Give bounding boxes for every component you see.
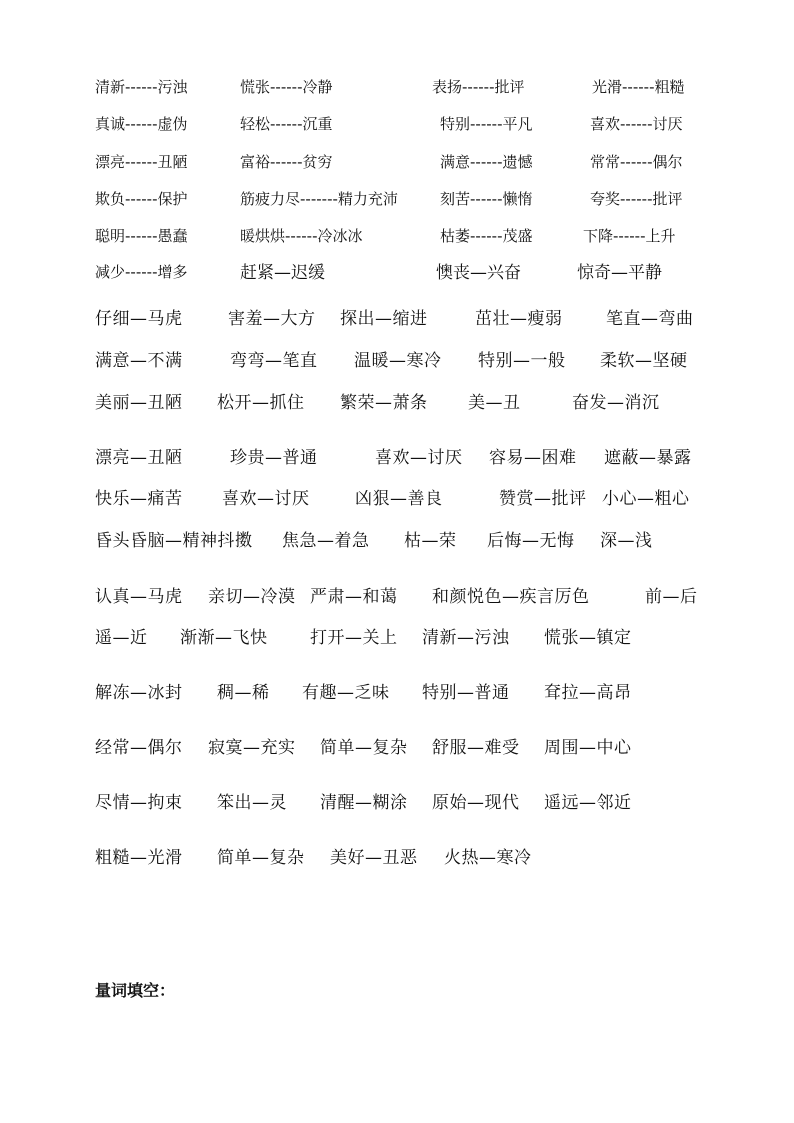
antonym-pair: 柔软—坚硬 — [600, 351, 688, 371]
antonym-pair: 焦急—着急 — [282, 531, 370, 551]
antonym-pair: 富裕------贫穷 — [240, 153, 333, 171]
antonym-pair: 简单—复杂 — [217, 848, 305, 868]
antonym-pair: 轻松------沉重 — [240, 115, 333, 133]
antonym-pair: 昏头昏脑—精神抖擞 — [95, 531, 253, 551]
antonym-pair: 稠—稀 — [217, 683, 270, 703]
antonym-row — [0, 311, 794, 341]
antonym-pair: 美丽—丑陋 — [95, 393, 183, 413]
antonym-row — [0, 589, 794, 619]
antonym-row — [0, 229, 794, 259]
antonym-pair: 弯弯—笔直 — [230, 351, 318, 371]
antonym-pair: 光滑------粗糙 — [592, 78, 685, 96]
antonym-pair: 严肃—和蔼 — [310, 587, 398, 607]
antonym-pair: 茁壮—瘦弱 — [475, 309, 563, 329]
antonym-pair: 懊丧—兴奋 — [436, 263, 521, 283]
antonym-pair: 探出—缩进 — [340, 309, 428, 329]
antonym-pair: 欺负------保护 — [95, 190, 188, 208]
antonym-pair: 亲切—冷漠 — [208, 587, 296, 607]
antonym-pair: 珍贵—普通 — [230, 448, 318, 468]
antonym-pair: 减少------增多 — [95, 263, 188, 281]
antonym-pair: 寂寞—充实 — [208, 738, 296, 758]
antonym-pair: 惊奇—平静 — [577, 263, 662, 283]
antonym-pair: 打开—关上 — [310, 628, 398, 648]
antonym-row — [0, 491, 794, 521]
antonym-pair: 害羞—大方 — [228, 309, 316, 329]
antonym-pair: 枯—荣 — [404, 531, 457, 551]
antonym-pair: 暖烘烘------冷冰冰 — [240, 227, 363, 245]
antonym-pair: 笔直—弯曲 — [606, 309, 694, 329]
antonym-pair: 松开—抓住 — [217, 393, 305, 413]
antonym-pair: 特别—一般 — [478, 351, 566, 371]
antonym-row — [0, 117, 794, 147]
antonym-pair: 遮蔽—暴露 — [604, 448, 692, 468]
antonym-pair: 原始—现代 — [432, 793, 520, 813]
section-heading: 量词填空： — [95, 981, 176, 1000]
antonym-pair: 渐渐—飞快 — [180, 628, 268, 648]
antonym-pair: 满意------遗憾 — [440, 153, 533, 171]
antonym-pair: 筋疲力尽-------精力充沛 — [240, 190, 398, 208]
antonym-row — [0, 155, 794, 185]
antonym-pair: 漂亮------丑陋 — [95, 153, 188, 171]
antonym-pair: 夸奖------批评 — [590, 190, 683, 208]
antonym-pair: 下降------上升 — [583, 227, 676, 245]
antonym-row — [0, 353, 794, 383]
antonym-pair: 笨出—灵 — [217, 793, 287, 813]
antonym-row — [0, 850, 794, 880]
antonym-pair: 尽情—拘束 — [95, 793, 183, 813]
antonym-pair: 容易—困难 — [489, 448, 577, 468]
antonym-row — [0, 80, 794, 110]
antonym-row — [0, 192, 794, 222]
antonym-row — [0, 795, 794, 825]
antonym-pair: 深—浅 — [600, 531, 653, 551]
antonym-pair: 奋发—消沉 — [572, 393, 660, 413]
antonym-pair: 仔细—马虎 — [95, 309, 183, 329]
antonym-pair: 表扬------批评 — [432, 78, 525, 96]
antonym-pair: 解冻—冰封 — [95, 683, 183, 703]
antonym-pair: 温暖—寒冷 — [354, 351, 442, 371]
antonym-pair: 特别—普通 — [422, 683, 510, 703]
antonym-row — [0, 533, 794, 563]
antonym-pair: 常常------偶尔 — [590, 153, 683, 171]
antonym-pair: 刻苦------懒惰 — [440, 190, 533, 208]
antonym-pair: 赶紧—迟缓 — [240, 263, 325, 283]
antonym-pair: 美好—丑恶 — [330, 848, 418, 868]
antonym-pair: 漂亮—丑陋 — [95, 448, 183, 468]
antonym-pair: 繁荣—萧条 — [340, 393, 428, 413]
antonym-pair: 小心—粗心 — [602, 489, 690, 509]
antonym-row — [0, 450, 794, 480]
antonym-pair: 喜欢—讨厌 — [222, 489, 310, 509]
antonym-pair: 快乐—痛苦 — [95, 489, 183, 509]
antonym-pair: 清醒—糊涂 — [320, 793, 408, 813]
antonym-pair: 遥—近 — [95, 628, 148, 648]
antonym-pair: 周围—中心 — [544, 738, 632, 758]
antonym-pair: 遥远—邻近 — [544, 793, 632, 813]
antonym-pair: 火热—寒冷 — [444, 848, 532, 868]
antonym-pair: 赞赏—批评 — [499, 489, 587, 509]
antonym-pair: 有趣—乏味 — [302, 683, 390, 703]
antonym-pair: 慌张------冷静 — [240, 78, 333, 96]
antonym-pair: 满意—不满 — [95, 351, 183, 371]
antonym-pair: 前—后 — [645, 587, 698, 607]
antonym-pair: 清新------污浊 — [95, 78, 188, 96]
antonym-row — [0, 630, 794, 660]
antonym-pair: 经常—偶尔 — [95, 738, 183, 758]
antonym-pair: 后悔—无悔 — [487, 531, 575, 551]
antonym-pair: 耷拉—高昂 — [544, 683, 632, 703]
antonym-pair: 粗糙—光滑 — [95, 848, 183, 868]
antonym-pair: 和颜悦色—疾言厉色 — [432, 587, 590, 607]
antonym-pair: 凶狠—善良 — [355, 489, 443, 509]
antonym-row — [0, 395, 794, 425]
antonym-pair: 喜欢—讨厌 — [375, 448, 463, 468]
antonym-row — [0, 740, 794, 770]
antonym-row — [0, 265, 794, 295]
antonym-row — [0, 685, 794, 715]
antonym-pair: 喜欢------讨厌 — [590, 115, 683, 133]
antonym-pair: 舒服—难受 — [432, 738, 520, 758]
antonym-pair: 认真—马虎 — [95, 587, 183, 607]
antonym-pair: 枯萎------茂盛 — [440, 227, 533, 245]
antonym-pair: 美—丑 — [468, 393, 521, 413]
antonym-pair: 简单—复杂 — [320, 738, 408, 758]
antonym-pair: 特别------平凡 — [440, 115, 533, 133]
antonym-pair: 聪明------愚蠢 — [95, 227, 188, 245]
antonym-pair: 清新—污浊 — [422, 628, 510, 648]
antonym-pair: 真诚------虚伪 — [95, 115, 188, 133]
antonym-pair: 慌张—镇定 — [544, 628, 632, 648]
